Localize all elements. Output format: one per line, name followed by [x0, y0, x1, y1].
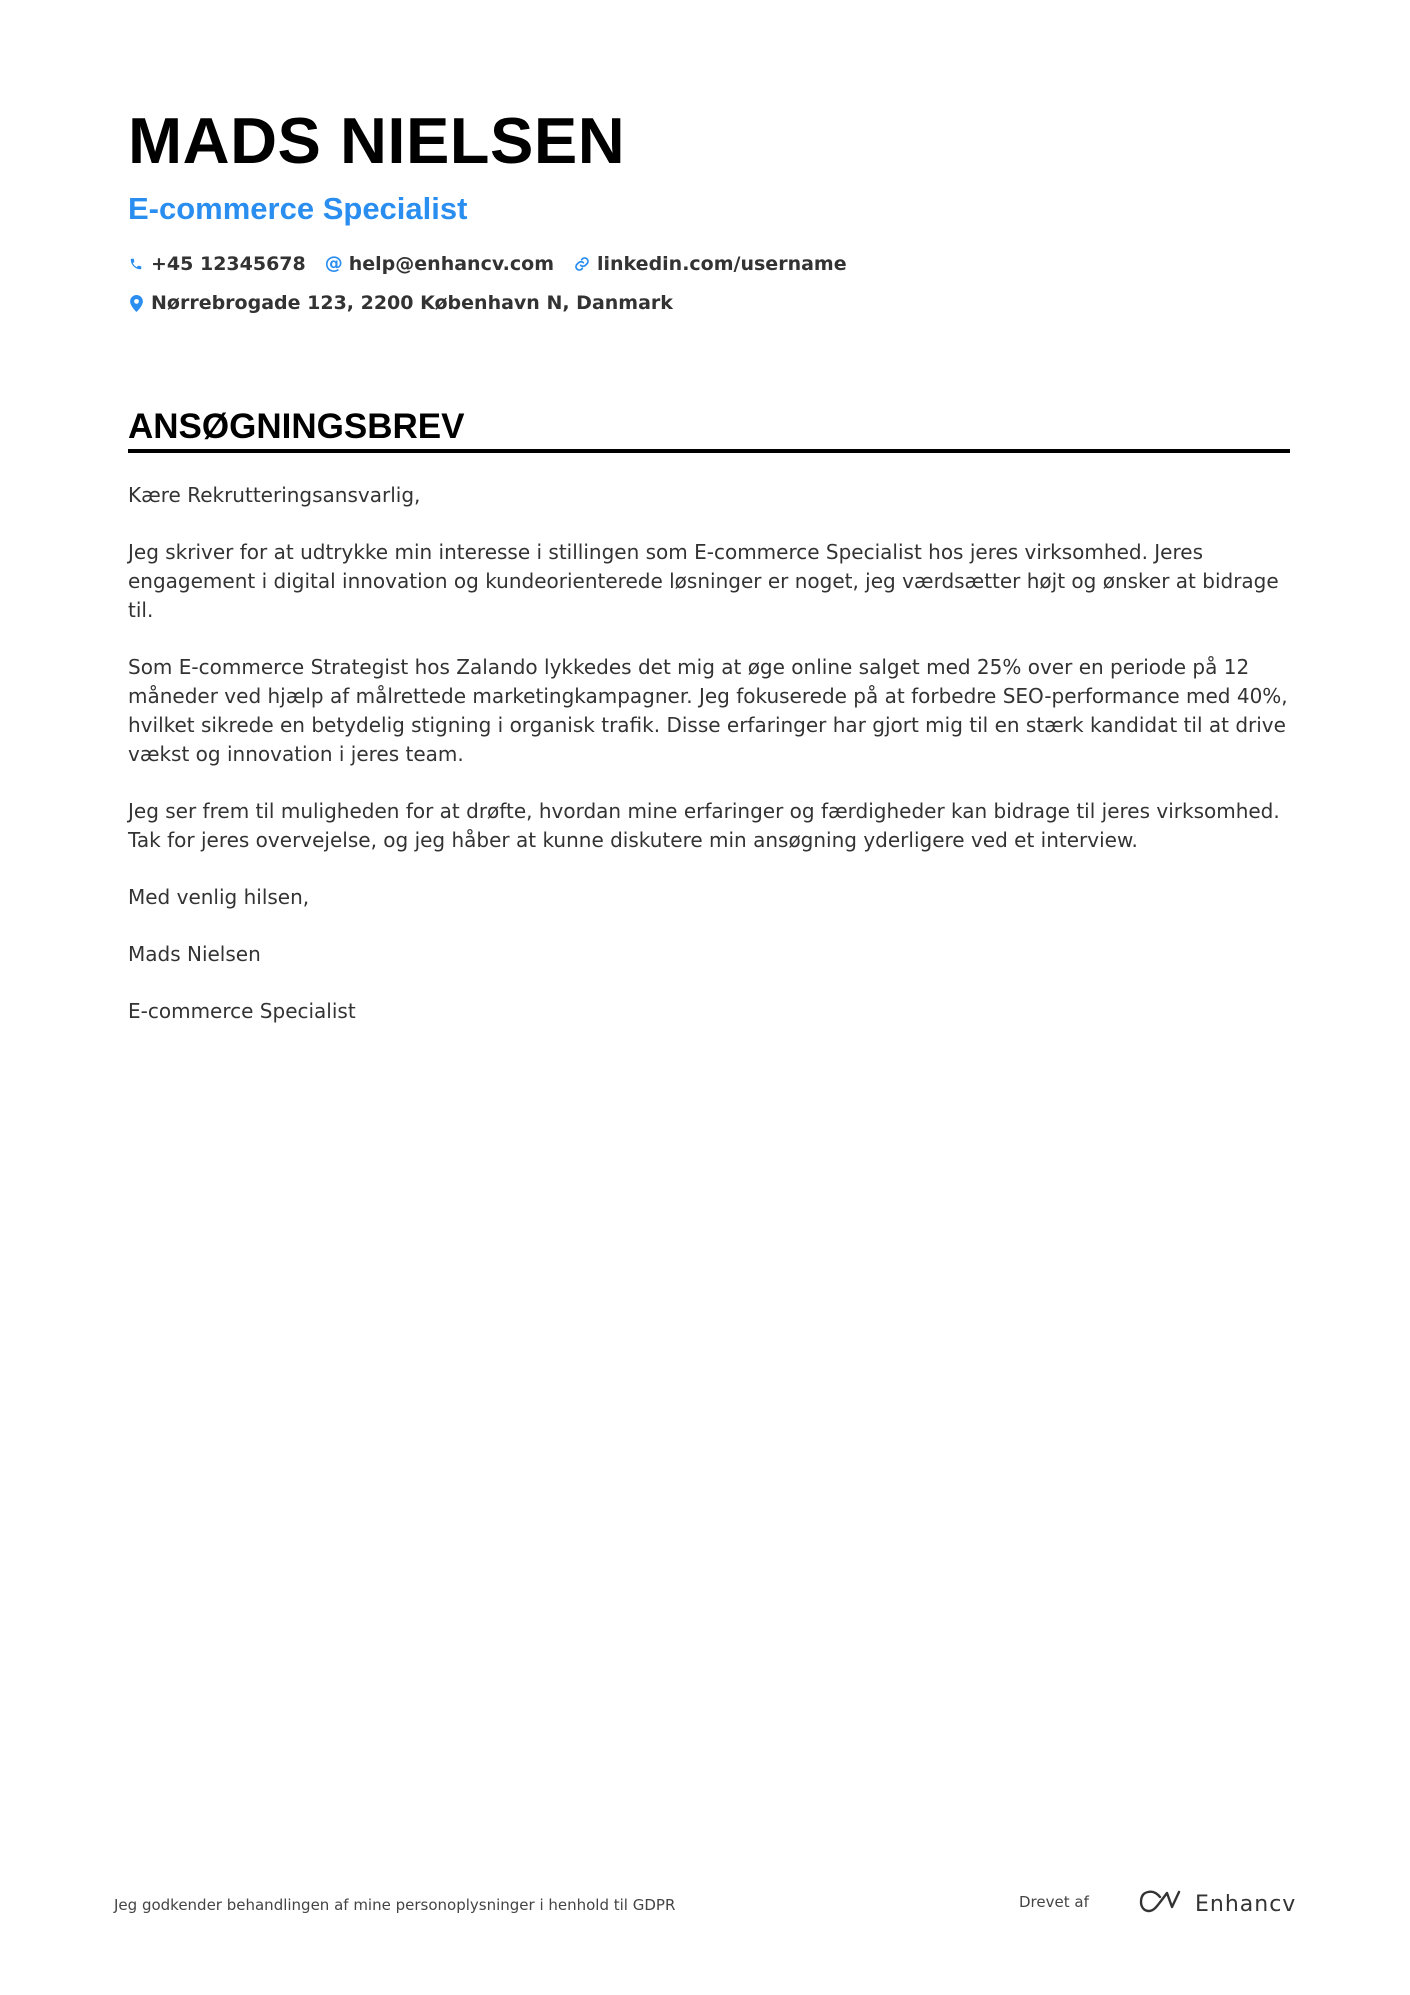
powered-by-label: Drevet af: [1019, 1893, 1089, 1911]
gdpr-consent-text: Jeg godkender behandlingen af mine personoplysninger i henhold til GDPR: [114, 1896, 676, 1914]
signature-name: Mads Nielsen: [128, 942, 261, 966]
letter-paragraph: Jeg ser frem til muligheden for at drøfte, hvordan mine erfaringer og færdigheder kan bidrage til jeres virksomhed. Tak for jeres overvejelse, og jeg håber at kunne diskutere min ansøgning yderligere ved et interview.: [128, 799, 1280, 852]
address-text: Nørrebrogade 123, 2200 København N, Danmark: [151, 292, 673, 314]
phone-text: +45 12345678: [151, 253, 306, 275]
section-title: ANSØGNINGSBREV: [128, 407, 465, 446]
email-contact[interactable]: [326, 253, 554, 275]
applicant-role: E-commerce Specialist: [128, 191, 468, 226]
letter-body: [128, 481, 1290, 1054]
link-icon: [574, 255, 590, 273]
signature-title: E-commerce Specialist: [128, 999, 356, 1023]
phone-icon: [128, 255, 144, 273]
linkedin-text: linkedin.com/username: [597, 253, 847, 275]
address-contact: [128, 292, 673, 314]
at-icon: [326, 255, 342, 273]
email-text: help@enhancv.com: [348, 253, 554, 275]
at-glyph: @: [324, 253, 343, 274]
letter-paragraph: Som E-commerce Strategist hos Zalando lykkedes det mig at øge online salget med 25% over en periode på 12 måneder ved hjælp af målrettede marketingkampagner. Jeg fokuserede på at forbedre SEO-performance med 40%, hvilket sikrede en betydelig stigning i organisk trafik. Disse erfaringer har gjort mig til en stærk kandidat til at drive vækst og innovation i jeres team.: [128, 655, 1288, 766]
letter-salutation: Kære Rekrutteringsansvarlig,: [128, 483, 421, 507]
enhancv-logo-icon: [1139, 1889, 1185, 1919]
brand-name: Enhancv: [1195, 1891, 1297, 1917]
section-divider: [128, 449, 1290, 453]
location-pin-icon: [128, 294, 144, 312]
letter-paragraph: Jeg skriver for at udtrykke min interesse i stillingen som E-commerce Specialist hos jeres virksomhed. Jeres engagement i digital innovation og kundeorienterede løsninger er noget, jeg værdsætter højt og ønsker at bidrage til.: [128, 540, 1279, 622]
contact-row-primary: [128, 253, 867, 275]
enhancv-brand[interactable]: [1139, 1889, 1296, 1919]
contact-row-secondary: [128, 292, 693, 314]
phone-contact[interactable]: [128, 253, 306, 275]
letter-closing: Med venlig hilsen,: [128, 885, 310, 909]
linkedin-contact[interactable]: [574, 253, 847, 275]
applicant-name: MADS NIELSEN: [128, 104, 626, 177]
